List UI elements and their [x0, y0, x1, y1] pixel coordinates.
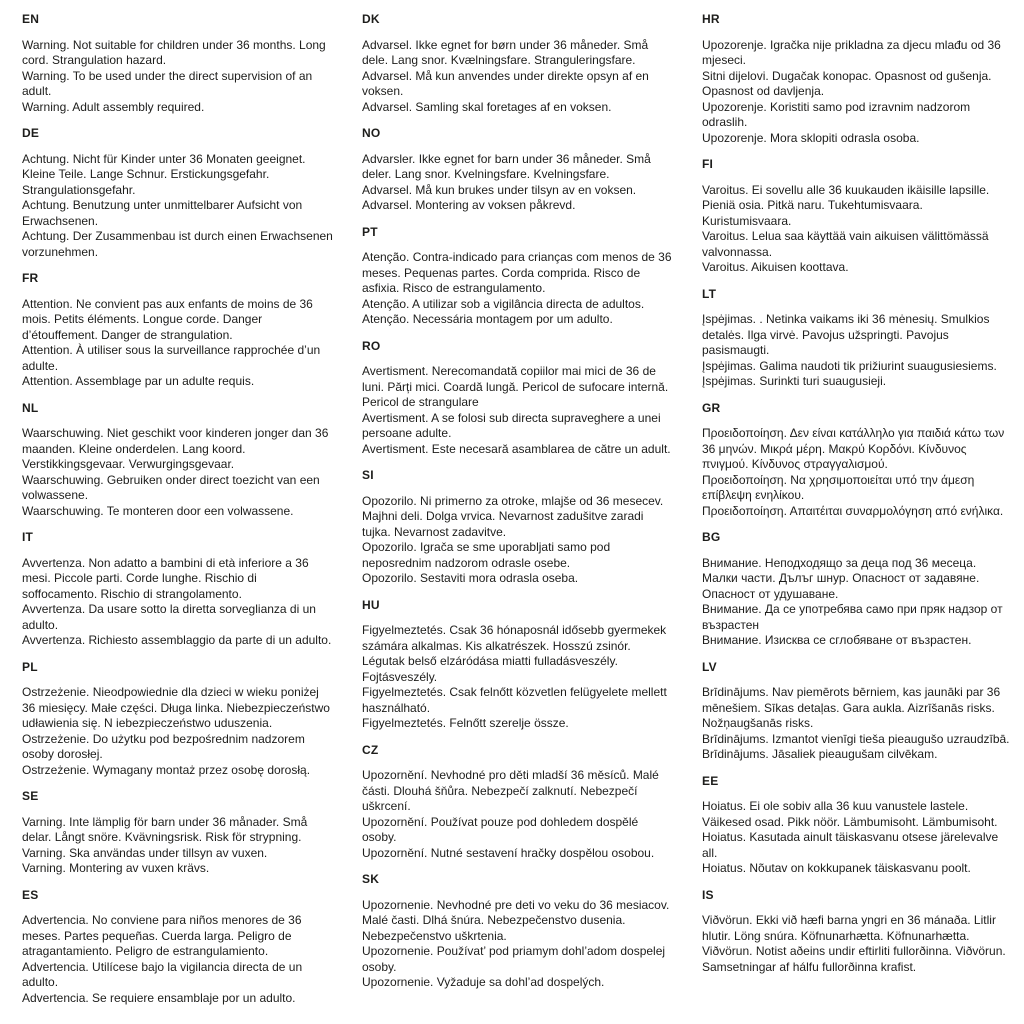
warning-paragraph: Advarsel. Montering av voksen påkrevd. — [362, 198, 576, 212]
warning-paragraph: Varning. Inte lämplig för barn under 36 månader. Små delar. Långt snöre. Kvävningsrisk. Risk för strypning. — [22, 814, 308, 844]
warning-paragraph: Upozorenje. Koristiti samo pod izravnim nadzorom odraslih. — [702, 99, 971, 129]
language-code: NO — [362, 126, 381, 140]
warning-column-middle — [362, 12, 674, 1017]
warning-paragraph: Įspėjimas. Surinkti turi suaugusieji. — [702, 374, 887, 388]
warning-paragraph: Upozornenie. Vyžaduje sa dohl’ad dospelých. — [362, 975, 605, 989]
language-code: HR — [702, 12, 720, 26]
language-code: BG — [702, 530, 721, 544]
warning-paragraph: Warning. Not suitable for children under 36 months. Long cord. Strangulation hazard. — [22, 37, 326, 67]
warning-paragraph: Ostrzeżenie. Do użytku pod bezpośrednim nadzorem osoby dorosłej. — [22, 731, 305, 761]
language-code: EE — [702, 773, 719, 788]
warning-paragraph: Figyelmeztetés. Csak felnőtt közvetlen felügyelete mellett használható. — [362, 685, 667, 715]
warning-paragraph: Opozorilo. Igrača se sme uporabljati samo pod neposrednim nadzorom odrasle osebe. — [362, 540, 611, 570]
language-section-is — [702, 888, 1014, 976]
warning-paragraph: Atenção. A utilizar sob a vigilância directa de adultos. Atenção. Necessária montagem por um adulto. — [362, 296, 645, 326]
language-code: LV — [702, 659, 717, 674]
warning-paragraph: Opozorilo. Sestaviti mora odrasla oseba. — [362, 571, 579, 585]
warning-paragraph: Внимание. Да се употребява само при пряк надзор от възрастен — [702, 602, 1003, 632]
language-section-lt — [702, 287, 1014, 390]
warning-paragraph: Προειδοποίηση. Δεν είναι κατάλληλο για παιδιά κάτω των 36 μηνών. Μικρά μέρη. Μακρύ Κορδόνι. Κίνδυνος πνιγμού. Κίνδυνος στραγγαλισμού. — [702, 426, 1005, 471]
warning-paragraph: Avertisment. Nerecomandată copiilor mai mici de 36 de luni. Părți mici. Coardă lungă. Pericol de sufocare internă. Pericol de strangulare — [362, 364, 669, 409]
warning-paragraph: Upozornenie. Nevhodné pre deti vo veku do 36 mesiacov. Malé časti. Dlhá šnúra. Nebezpečenstvo dusenia. Nebezpečenstvo uškrtenia. — [362, 897, 670, 943]
warning-paragraph: Attention. À utiliser sous la surveillance rapprochée d’un adulte. — [22, 343, 321, 373]
language-code: PT — [362, 224, 378, 239]
language-code: SK — [362, 872, 380, 886]
language-section-lv — [702, 660, 1014, 763]
warning-paragraph: Προειδοποίηση. Απαιτέιται συναρμολόγηση από ενήλικα. — [702, 503, 1004, 518]
language-section-hu — [362, 598, 674, 732]
warning-paragraph: Opozorilo. Ni primerno za otroke, mlajše od 36 mesecev. Majhni deli. Dolga vrvica. Nevarnost zadušitve zaradi tujka. Nevarnost zadavitve. — [362, 493, 664, 539]
warning-paragraph: Advertencia. Se requiere ensamblaje por un adulto. — [22, 990, 296, 1005]
language-section-nl — [22, 401, 334, 520]
warning-paragraph: Upozornění. Používat pouze pod dohledem dospělé osoby. — [362, 814, 639, 844]
language-code: RO — [362, 338, 381, 353]
warning-paragraph: Įspėjimas. Galima naudoti tik prižiurint suaugusiesiems. — [702, 358, 997, 373]
warning-paragraph: Hoiatus. Ei ole sobiv alla 36 kuu vanustele lastele. Väikesed osad. Pikk nöör. Lämbumisoht. Lämbumisoht. — [702, 799, 998, 829]
warning-paragraph: Ostrzeżenie. Nieodpowiednie dla dzieci w wieku poniżej 36 miesięcy. Małe części. Długa linka. Niebezpieczeństwo udławienia się. N iebezpieczeństwo uduszenia. — [22, 685, 330, 730]
language-code: DE — [22, 126, 40, 140]
language-section-gr — [702, 401, 1014, 520]
language-section-sk — [362, 872, 674, 991]
warning-paragraph: Advarsel. Ikke egnet for børn under 36 måneder. Små dele. Lang snor. Kvælningsfare. Stranguleringsfare. — [362, 37, 649, 67]
warning-paragraph: Figyelmeztetés. Csak 36 hónaposnál idősebb gyermekek számára alkalmas. Kis alkatrészek. Hosszú zsinór. Légutak belső elzáródása miatti fulladásveszély. Fojtásveszély. — [362, 623, 667, 684]
warning-paragraph: Advertencia. No conviene para niños menores de 36 meses. Partes pequeñas. Cuerda larga. Peligro de atragantamiento. Peligro de estrangulamiento. — [22, 913, 302, 958]
language-section-cz — [362, 743, 674, 862]
language-code: IS — [702, 887, 714, 902]
language-section-fi — [702, 157, 1014, 276]
warning-paragraph: Внимание. Неподходящо за деца под 36 месеца. Малки части. Дълъг шнур. Опасност от задавяне. Опасност от удушаване. — [702, 555, 980, 601]
warning-paragraph: Varning. Ska användas under tillsyn av vuxen. — [22, 845, 268, 860]
warning-paragraph: Viðvörun. Ekki við hæfi barna yngri en 36 mánaða. Litlir hlutir. Löng snúra. Köfnunarhætta. Köfnunarhætta. — [702, 913, 996, 943]
warning-paragraph: Waarschuwing. Gebruiken onder direct toezicht van een volwassene. — [22, 472, 320, 502]
warning-paragraph: Upozornenie. Používat’ pod priamym dohl’adom dospelej osoby. — [362, 944, 666, 974]
language-code: HU — [362, 597, 380, 612]
language-code: FI — [702, 157, 714, 171]
warning-paragraph: Upozornění. Nutné sestavení hračky dospělou osobou. — [362, 845, 655, 860]
warning-paragraph: Upozorenje. Mora sklopiti odrasla osoba. — [702, 130, 920, 145]
language-section-dk — [362, 12, 674, 115]
language-section-fr — [22, 271, 334, 390]
warning-paragraph: Attention. Assemblage par un adulte requis. — [22, 374, 255, 388]
language-code: CZ — [362, 742, 379, 757]
warning-paragraph: Varning. Montering av vuxen krävs. — [22, 861, 210, 875]
language-code: IT — [22, 530, 34, 544]
warning-paragraph: Advarsel. Samling skal foretages af en voksen. — [362, 99, 612, 114]
warning-paragraph: Varoitus. Ei sovellu alle 36 kuukauden ikäisille lapsille. Pieniä osia. Pitkä naru. Tukehtumisvaara. Kuristumisvaara. — [702, 182, 990, 228]
warning-paragraph: Avertisment. Este necesară asamblarea de către un adult. — [362, 441, 671, 456]
warning-paragraph: Įspėjimas. . Netinka vaikams iki 36 mėnesių. Smulkios detalės. Ilga virvė. Pavojus užspringti. Pavojus pasismaugti. — [702, 312, 990, 357]
warning-paragraph: Brīdinājums. Jāsaliek pieaugušam cilvēkam. — [702, 747, 938, 761]
warning-paragraph: Sitni dijelovi. Dugačak konopac. Opasnost od gušenja. Opasnost od davljenja. — [702, 68, 992, 98]
language-code: SE — [22, 789, 39, 803]
warning-paragraph: Achtung. Nicht für Kinder unter 36 Monaten geeignet. Kleine Teile. Lange Schnur. Erstickungsgefahr. Strangulationsgefahr. — [22, 151, 306, 197]
language-section-ee — [702, 774, 1014, 877]
warning-paragraph: Viðvörun. Notist aðeins undir eftirliti fullorðinna. Viðvörun. Samsetningar af hálfu fullorðinna krafist. — [702, 944, 1006, 974]
warning-paragraph: Attention. Ne convient pas aux enfants de moins de 36 mois. Petits éléments. Longue corde. Danger d’étouffement. Danger de strangulation. — [22, 296, 313, 342]
language-section-bg — [702, 530, 1014, 649]
warning-paragraph: Achtung. Benutzung unter unmittelbarer Aufsicht von Erwachsenen. — [22, 198, 303, 228]
warning-paragraph: Varoitus. Lelua saa käyttää vain aikuisen välittömässä valvonnassa. — [702, 229, 989, 259]
warning-paragraph: Advarsel. Må kun brukes under tilsyn av en voksen. — [362, 182, 637, 197]
language-code: LT — [702, 286, 717, 301]
language-code: DK — [362, 12, 380, 26]
warning-paragraph: Avertisment. A se folosi sub directa supraveghere a unei persoane adulte. — [362, 410, 661, 440]
warning-paragraph: Ostrzeżenie. Wymagany montaż przez osobę dorosłą. — [22, 762, 311, 777]
language-code: FR — [22, 271, 39, 285]
language-section-se — [22, 789, 334, 877]
language-code: NL — [22, 400, 39, 415]
language-code: PL — [22, 659, 38, 674]
language-section-hr — [702, 12, 1014, 146]
warning-paragraph: Avvertenza. Non adatto a bambini di età inferiore a 36 mesi. Piccole parti. Corde lunghe. Rischio di soffocamento. Rischio di strangolamento. — [22, 555, 309, 601]
language-code: SI — [362, 468, 374, 482]
warning-column-left — [22, 12, 334, 1017]
warning-paragraph: Upozornění. Nevhodné pro děti mladší 36 měsíců. Malé části. Dlouhá šňůra. Nebezpečí zalknutí. Nebezpečí uškrcení. — [362, 768, 659, 813]
warning-paragraph: Hoiatus. Nõutav on kokkupanek täiskasvanu poolt. — [702, 861, 971, 875]
warning-paragraph: Внимание. Изисква се сглобяване от възрастен. — [702, 633, 972, 647]
language-code: EN — [22, 12, 40, 26]
language-section-de — [22, 126, 334, 260]
warning-paragraph: Waarschuwing. Niet geschikt voor kinderen jonger dan 36 maanden. Kleine onderdelen. Lang koord. Verstikkingsgevaar. Verwurgingsgevaar. — [22, 426, 329, 471]
warning-paragraph: Atenção. Contra-indicado para crianças com menos de 36 meses. Pequenas partes. Corda comprida. Risco de asfixia. Risco de estrangulamento. — [362, 250, 672, 295]
warning-paragraph: Warning. Adult assembly required. — [22, 99, 205, 114]
language-section-pl — [22, 660, 334, 779]
language-section-es — [22, 888, 334, 1007]
warning-paragraph: Figyelmeztetés. Felnőtt szerelje össze. — [362, 716, 569, 730]
warning-paragraph: Advarsler. Ikke egnet for barn under 36 måneder. Små deler. Lang snor. Kvelningsfare. Kvelningsfare. — [362, 151, 651, 181]
warning-paragraph: Brīdinājums. Nav piemērots bērniem, kas jaunāki par 36 mēnešiem. Sīkas detaļas. Gara aukla. Aizrīšanās risks. Nožņaugšanās risks. — [702, 685, 1001, 730]
warning-paragraph: Waarschuwing. Te monteren door een volwassene. — [22, 503, 294, 518]
warning-paragraph: Avvertenza. Da usare sotto la diretta sorveglianza di un adulto. — [22, 602, 316, 632]
warning-paragraph: Hoiatus. Kasutada ainult täiskasvanu otsese järelevalve all. — [702, 830, 999, 860]
warning-paragraph: Achtung. Der Zusammenbau ist durch einen Erwachsenen vorzunehmen. — [22, 229, 333, 259]
warning-paragraph: Προειδοποίηση. Να χρησιμοποιείται υπό την άμεση επίβλεψη ενηλίκου. — [702, 472, 975, 502]
warning-paragraph: Brīdinājums. Izmantot vienīgi tieša pieaugušo uzraudzībā. — [702, 731, 1010, 746]
warning-paragraph: Upozorenje. Igračka nije prikladna za djecu mlađu od 36 mjeseci. — [702, 37, 1001, 67]
warning-paragraph: Varoitus. Aikuisen koottava. — [702, 260, 849, 274]
language-section-pt — [362, 225, 674, 328]
language-section-ro — [362, 339, 674, 458]
language-section-si — [362, 468, 674, 587]
warning-paragraph: Advarsel. Må kun anvendes under direkte opsyn af en voksen. — [362, 68, 649, 98]
language-section-en — [22, 12, 334, 115]
language-code: ES — [22, 887, 39, 902]
warning-paragraph: Warning. To be used under the direct supervision of an adult. — [22, 68, 313, 98]
language-section-no — [362, 126, 674, 214]
warning-paragraph: Avvertenza. Richiesto assemblaggio da parte di un adulto. — [22, 633, 332, 647]
language-section-it — [22, 530, 334, 649]
warning-paragraph: Advertencia. Utilícese bajo la vigilancia directa de un adulto. — [22, 959, 303, 989]
warning-column-right — [702, 12, 1014, 1017]
language-code: GR — [702, 400, 721, 415]
